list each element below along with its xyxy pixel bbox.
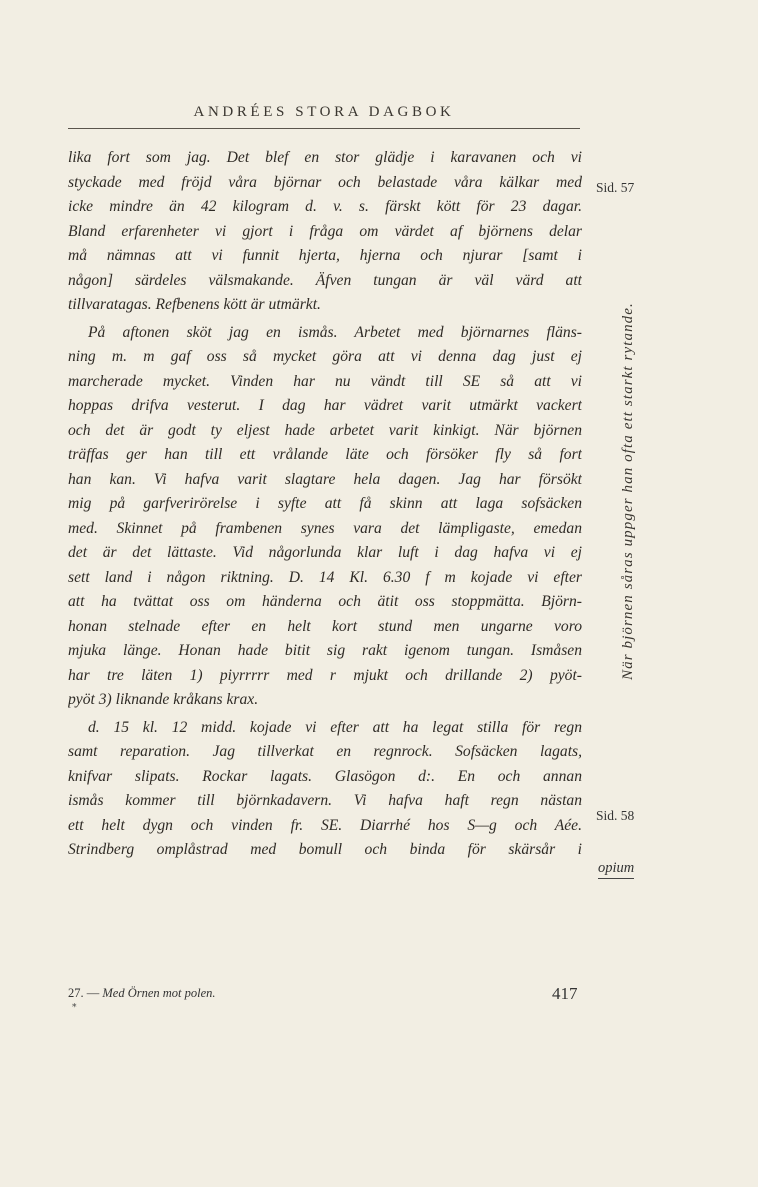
text-line: pyöt 3) liknande kråkans krax.: [68, 691, 259, 708]
signature-dash: —: [86, 986, 100, 1000]
text-line: träffas ger han till ett vrålande läte och försöker fly så fort: [68, 446, 582, 463]
text-line: knifvar slipats. Rockar lagats. Glasögon d:. En och annan: [68, 767, 582, 785]
margin-page-ref-57: Sid. 57: [596, 180, 635, 195]
text-line: styckade med fröjd våra björnar och belastade våra kälkar med: [68, 173, 582, 191]
margin-page-ref-58: Sid. 58: [596, 808, 635, 823]
text-line: någon] särdeles välsmakande. Äfven tungan är väl värd att: [68, 271, 582, 289]
text-line: med. Skinnet på frambenen synes vara det lämpligaste, emedan: [68, 519, 582, 537]
text-line: samt reparation. Jag tillverkat en regnrock. Sofsäcken lagats,: [68, 743, 582, 760]
text-line: han kan. Vi hafva varit slagtare hela dagen. Jag har försökt: [68, 470, 582, 488]
margin-note-vertical: När björnen såras uppger han ofta ett starkt rytande.: [620, 302, 636, 680]
text-line: hoppas drifva vesterut. I dag har vädret varit utmärkt vackert: [68, 397, 582, 414]
text-line: mjuka länge. Honan hade bitit sig rakt igenom tungan. Ismåsen: [68, 642, 582, 659]
footer-book-title: Med Örnen mot polen.: [102, 986, 216, 1000]
text-line: honan stelnade efter en helt kort stund men ungarne voro: [68, 617, 582, 635]
text-line: mig på garfverirörelse i syfte att få skinn att laga sofsäcken: [68, 495, 582, 512]
body-text: [68, 146, 582, 863]
text-line: ett helt dygn och vinden fr. SE. Diarrhé hos S—g och Aée.: [68, 816, 582, 834]
signature-number: 27.: [68, 986, 84, 1000]
text-line: ning m. m gaf oss så mycket göra att vi denna dag just ej: [68, 348, 582, 365]
text-line: ismås kommer till björnkadavern. Vi hafva haft regn nästan: [68, 792, 582, 809]
margin-note-opium: opium: [598, 860, 634, 879]
text-line: Bland erfarenheter vi gjort i fråga om värdet af björnens delar: [68, 222, 582, 240]
footer-asterisk: *: [72, 1003, 77, 1013]
text-line: marcherade mycket. Vinden har nu vändt till SE så att vi: [68, 372, 582, 390]
page-number: 417: [552, 984, 578, 1003]
text-line: må nämnas att vi funnit hjerta, hjerna och njurar [samt i: [68, 247, 582, 264]
text-line: tillvaratagas. Refbenens kött är utmärkt.: [68, 296, 321, 313]
text-line: det är det lättaste. Vid någorlunda klar luft i dag hafva vi ej: [68, 544, 582, 561]
running-header: ANDRÉES STORA DAGBOK: [193, 104, 455, 120]
header-rule: [68, 128, 580, 129]
text-line: d. 15 kl. 12 midd. kojade vi efter att ha legat stilla för regn: [88, 718, 582, 736]
text-line: sett land i någon riktning. D. 14 Kl. 6.30 f m kojade vi efter: [68, 568, 582, 586]
text-line: På aftonen sköt jag en ismås. Arbetet med björnarnes fläns-: [88, 323, 582, 341]
text-line: har tre läten 1) piyrrrrr med r mjukt och drillande 2) pyöt-: [68, 666, 582, 684]
text-line: lika fort som jag. Det blef en stor glädje i karavanen och vi: [68, 149, 582, 166]
text-line: att ha tvättat oss om händerna och ätit oss stoppmätta. Björn-: [68, 593, 582, 610]
footer-signature: [68, 986, 216, 1001]
text-line: Strindberg omplåstrad med bomull och binda för skärsår i: [68, 841, 582, 858]
text-line: icke mindre än 42 kilogram d. v. s. färskt kött för 23 dagar.: [68, 198, 582, 215]
text-line: och det är godt ty eljest hade arbetet varit kinkigt. När björnen: [68, 421, 582, 439]
